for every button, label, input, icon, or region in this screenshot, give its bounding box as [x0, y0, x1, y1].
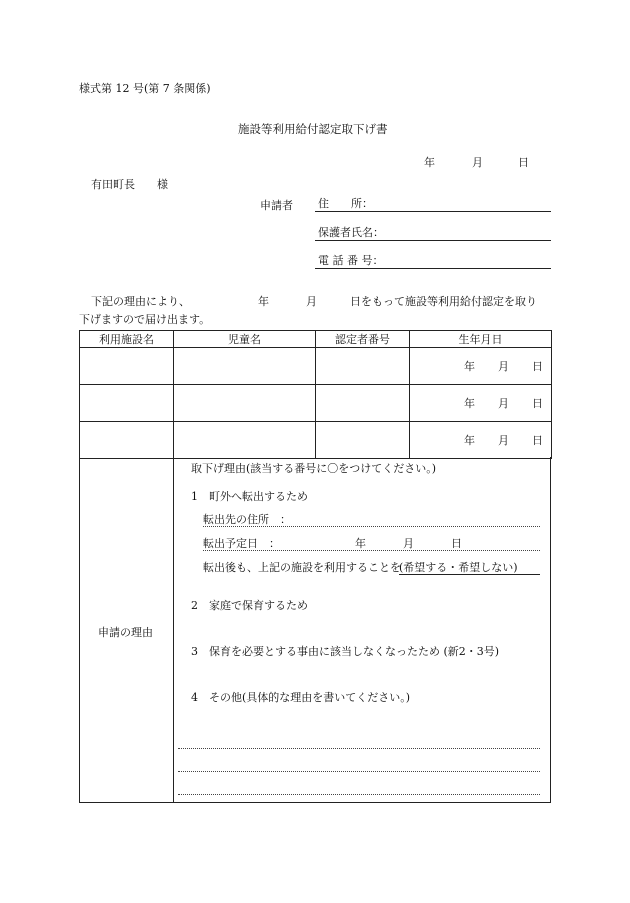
col-header-child: 児童名	[174, 331, 316, 348]
birthdate-cell[interactable]	[410, 422, 552, 459]
move-date-field[interactable]	[203, 550, 540, 551]
col-header-facility: 利用施設名	[80, 331, 174, 348]
intro-year-label: 年	[258, 295, 269, 308]
document-title: 施設等利用給付認定取下げ書	[238, 122, 388, 136]
reason-option-4[interactable]: 4 その他(具体的な理由を書いてください。)	[191, 691, 411, 704]
address-label: 住 所：	[318, 197, 373, 210]
child-cell[interactable]	[174, 348, 316, 385]
birth-year-label: 年	[464, 397, 475, 410]
birth-year-label: 年	[464, 434, 475, 447]
birth-year-label: 年	[464, 360, 475, 373]
continue-use-text: 転出後も、上記の施設を利用することを	[203, 561, 401, 574]
move-date-label: 転出予定日 ：	[203, 537, 280, 550]
intro-month-label: 月	[306, 295, 317, 308]
birth-month-label: 月	[498, 434, 509, 447]
col-header-birthdate: 生年月日	[410, 331, 552, 348]
table-header-row	[80, 331, 552, 348]
birth-month-label: 月	[498, 360, 509, 373]
birth-day-label: 日	[532, 434, 543, 447]
intro-text-a: 下記の理由により、	[91, 295, 190, 308]
reason-option-2[interactable]: 2 家庭で保育するため	[191, 599, 308, 612]
move-date-day: 日	[451, 537, 462, 550]
other-reason-line[interactable]	[178, 748, 540, 749]
intro-text-b: 日をもって施設等利用給付認定を取り	[350, 295, 537, 308]
birth-month-label: 月	[498, 397, 509, 410]
other-reason-line[interactable]	[178, 771, 540, 772]
birth-day-label: 日	[532, 360, 543, 373]
child-cell[interactable]	[174, 422, 316, 459]
date-month-label: 月	[472, 156, 483, 169]
table-row	[80, 385, 552, 422]
table-row	[80, 422, 552, 459]
other-reason-line[interactable]	[178, 794, 540, 795]
reason-option-3[interactable]: 3 保育を必要とする事由に該当しなくなったため (新2・3号)	[191, 645, 500, 658]
continue-use-choice[interactable]: (希望する・希望しない)	[399, 561, 518, 574]
phone-field[interactable]	[315, 268, 551, 269]
move-date-month: 月	[403, 537, 414, 550]
facility-table	[79, 330, 552, 459]
guardian-name-field[interactable]	[315, 240, 551, 241]
move-address-label: 転出先の住所 ：	[203, 513, 291, 526]
number-cell[interactable]	[316, 348, 410, 385]
birthdate-cell[interactable]	[410, 348, 552, 385]
birth-day-label: 日	[532, 397, 543, 410]
number-cell[interactable]	[316, 422, 410, 459]
form-number: 様式第 12 号(第 7 条関係)	[79, 82, 211, 95]
date-year-label: 年	[424, 156, 435, 169]
applicant-label: 申請者	[260, 199, 293, 212]
facility-cell[interactable]	[80, 422, 174, 459]
table-row	[80, 348, 552, 385]
move-address-field[interactable]	[203, 526, 540, 527]
addressee: 有田町長 様	[91, 178, 168, 191]
birthdate-cell[interactable]	[410, 385, 552, 422]
guardian-name-label: 保護者氏名：	[318, 226, 384, 239]
continue-use-underline	[399, 574, 540, 575]
phone-label: 電 話 番 号：	[318, 254, 384, 267]
facility-cell[interactable]	[80, 385, 174, 422]
intro-text-line2: 下げますので届け出ます。	[79, 313, 211, 326]
move-date-year: 年	[355, 537, 366, 550]
address-field[interactable]	[315, 211, 551, 212]
date-day-label: 日	[518, 156, 529, 169]
facility-cell[interactable]	[80, 348, 174, 385]
number-cell[interactable]	[316, 385, 410, 422]
reason-label: 申請の理由	[98, 626, 153, 639]
child-cell[interactable]	[174, 385, 316, 422]
col-header-number: 認定者番号	[316, 331, 410, 348]
reason-option-1[interactable]: 1 町外へ転出するため	[191, 490, 308, 503]
reason-heading: 取下げ理由(該当する番号に〇をつけてください。)	[191, 462, 437, 475]
